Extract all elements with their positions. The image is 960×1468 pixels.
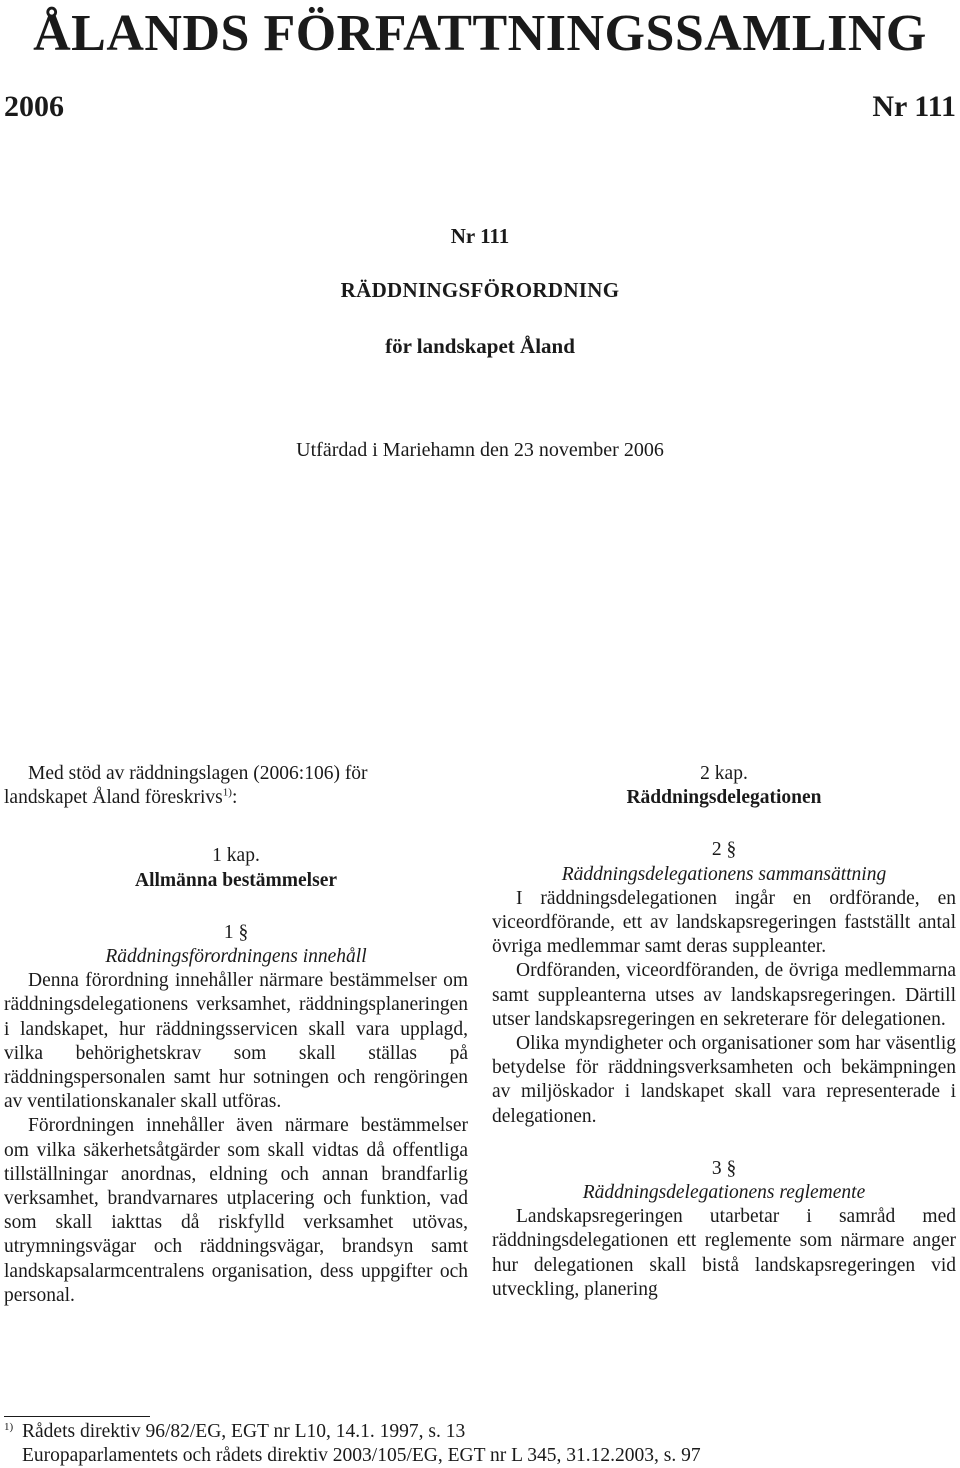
section-3-paragraph-1: Landskapsregeringen utarbetar i samråd med räddningsdelegationen ett reglemente som närmare anger hur delegationen skall bistå landskapsregeringen vid utveckling, planering: [492, 1206, 956, 1300]
right-column: [492, 762, 956, 1302]
footnote-1-continued: [4, 1444, 954, 1468]
statute-title: RÄDDNINGSFÖRORDNING: [340, 278, 620, 302]
footnotes: [4, 1420, 954, 1468]
footnote-1: 1) Rådets direktiv 96/82/EG, EGT nr L10, 14.1. 1997, s. 13: [4, 1420, 466, 1442]
intro-line-2-text: landskapet Åland föreskrivs: [4, 787, 223, 809]
footnote-1-text-2: Europaparlamentets och rådets direktiv 2003/105/EG, EGT nr L 345, 31.12.2003, s. 97: [22, 1445, 701, 1466]
section-2-paragraph-2: Ordföranden, viceordföranden, de övriga medlemmarna samt suppleanterna utses av landskapsregeringen. Därtill utser landskapsregeringen en sekreterare för delegationen.: [492, 960, 956, 1030]
section-1-heading: Räddningsförordningens innehåll: [105, 946, 367, 968]
section-1-number: 1 §: [223, 921, 249, 943]
masthead-title: ÅLANDS FÖRFATTNINGSSAMLING: [33, 5, 927, 62]
statute-subtitle: för landskapet Åland: [385, 334, 575, 358]
intro-line-2-tail: :: [231, 787, 238, 809]
spacer: [492, 810, 956, 838]
statute-number: Nr 111: [450, 224, 510, 248]
section-3-heading: Räddningsdelegationens reglemente: [582, 1182, 866, 1204]
footnote-divider: [4, 1416, 150, 1417]
footnote-ref: 1): [222, 786, 232, 799]
spacer: [4, 810, 468, 844]
intro-line-1: Med stöd av räddningslagen (2006:106) för: [28, 763, 368, 784]
section-2-paragraph-3: Olika myndigheter och organisationer som har väsentlig betydelse för räddningsverksamheten och bekämpningen av miljöskador i landskapet skall vara representerade i delegationen.: [492, 1033, 956, 1127]
masthead-year: 2006: [4, 90, 64, 123]
section-1-paragraph-1: Denna förordning innehåller närmare bestämmelser om räddningsdelegationens verksamhet, räddningsplaneringen i landskapet, hur räddningsservicen skall vara upplagd, vilka behörighetskrav som skall ställas på räddningspersonalen samt hur sotningen och rengöringen av ventilationskanaler skall utföras.: [4, 970, 468, 1113]
intro-line-2: [4, 786, 468, 810]
section-2-heading: Räddningsdelegationens sammansättning: [561, 863, 887, 885]
spacer: [492, 1129, 956, 1157]
section-1-paragraph-2: Förordningen innehåller även närmare bestämmelser om vilka säkerhetsåtgärder som skall vidtas då offentliga tillställningar anordnas, eldning och annan brandfarlig verksamhet, brandvarnares utplacering och funktion, vad som skall iakttas då riskfylld verksamhet utövas, utrymningsvägar och räddningsvägar, brandsyn samt landskapsalarmcentralens organisation, dess uppgifter och personal.: [4, 1115, 468, 1306]
section-3-number: 3 §: [711, 1157, 737, 1179]
chapter-1-label: 1 kap.: [212, 845, 260, 867]
spacer: [4, 893, 468, 921]
left-column: [4, 762, 468, 1308]
footnote-1-text: Rådets direktiv 96/82/EG, EGT nr L10, 14.1. 1997, s. 13: [22, 1421, 466, 1442]
section-2-paragraph-1: I räddningsdelegationen ingår en ordförande, en viceordförande, ett av landskapsregeringen fastställt antal övriga medlemmar samt deras suppleanter.: [492, 887, 956, 958]
issued-line: Utfärdad i Mariehamn den 23 november 2006: [296, 439, 664, 461]
masthead-yearline: [4, 88, 956, 128]
section-2-number: 2 §: [711, 839, 737, 861]
chapter-2-title: Räddningsdelegationen: [626, 787, 822, 809]
masthead-number: Nr 111: [872, 90, 956, 123]
chapter-2-label: 2 kap.: [700, 763, 748, 784]
chapter-1-title: Allmänna bestämmelser: [134, 869, 338, 891]
